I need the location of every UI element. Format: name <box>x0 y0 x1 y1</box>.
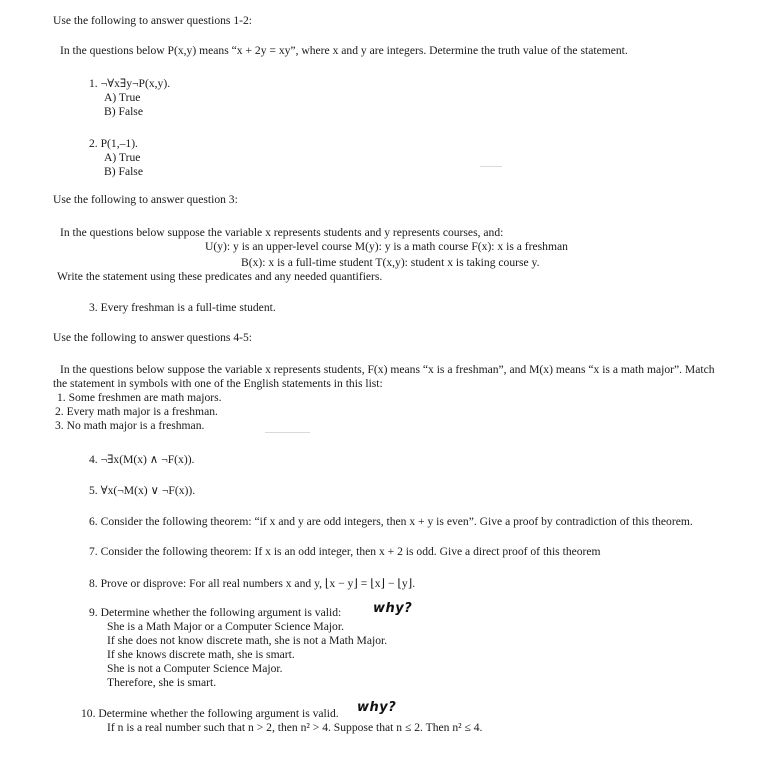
question-9: 9. Determine whether the following argument is valid: <box>89 606 342 619</box>
section-desc-1-2: In the questions below P(x,y) means “x + 2y = xy”, where x and y are integers. Determine the truth value of the statement. <box>60 44 628 57</box>
argument-line: If she knows discrete math, she is smart. <box>107 648 295 661</box>
question-7: 7. Consider the following theorem: If x is an odd integer, then x + 2 is odd. Give a direct proof of this theorem <box>89 545 601 558</box>
predicate-line-2: B(x): x is a full-time student T(x,y): student x is taking course y. <box>241 256 540 269</box>
question-6: 6. Consider the following theorem: “if x and y are odd integers, then x + y is even”. Give a proof by contradiction of this theorem. <box>89 515 693 528</box>
list-item: 1. Some freshmen are math majors. <box>57 391 222 404</box>
section-desc-4-5-line-1: In the questions below suppose the variable x represents students, F(x) means “x is a freshman”, and M(x) means “x is a math major”. Match <box>60 363 715 376</box>
question-2-option-b: B) False <box>104 165 143 178</box>
question-1-option-b: B) False <box>104 105 143 118</box>
scan-speck <box>265 432 310 433</box>
scan-speck <box>480 166 502 167</box>
question-10: 10. Determine whether the following argument is valid. <box>81 707 339 720</box>
argument-line: She is not a Computer Science Major. <box>107 662 283 675</box>
argument-line: Therefore, she is smart. <box>107 676 217 689</box>
section-intro-3: Use the following to answer question 3: <box>53 193 238 206</box>
section-intro-4-5: Use the following to answer questions 4-5: <box>53 331 252 344</box>
question-8: 8. Prove or disprove: For all real numbers x and y, ⌊x − y⌋ = ⌊x⌋ − ⌊y⌋. <box>89 577 416 590</box>
argument-line: If she does not know discrete math, she is not a Math Major. <box>107 634 388 647</box>
predicate-line-1: U(y): y is an upper-level course M(y): y is a math course F(x): x is a freshman <box>205 240 568 253</box>
section-desc-3: In the questions below suppose the variable x represents students and y represents courses, and: <box>60 226 504 239</box>
handwritten-note-q10: why? <box>357 700 397 715</box>
question-1-option-a: A) True <box>104 91 141 104</box>
section-intro-1-2: Use the following to answer questions 1-2: <box>53 14 252 27</box>
question-1: 1. ¬∀x∃y¬P(x,y). <box>89 77 171 90</box>
question-2-option-a: A) True <box>104 151 141 164</box>
handwritten-note-q9: why? <box>373 601 413 616</box>
argument-line: She is a Math Major or a Computer Science Major. <box>107 620 344 633</box>
question-5: 5. ∀x(¬M(x) ∨ ¬F(x)). <box>89 484 196 497</box>
question-2: 2. P(1,–1). <box>89 137 138 150</box>
question-3: 3. Every freshman is a full-time student. <box>89 301 276 314</box>
section-desc-4-5-line-2: the statement in symbols with one of the English statements in this list: <box>53 377 383 390</box>
question-4: 4. ¬∃x(M(x) ∧ ¬F(x)). <box>89 453 195 466</box>
argument-line: If n is a real number such that n > 2, then n² > 4. Suppose that n ≤ 2. Then n² ≤ 4. <box>107 721 483 734</box>
list-item: 2. Every math major is a freshman. <box>55 405 218 418</box>
list-item: 3. No math major is a freshman. <box>55 419 205 432</box>
section-instruction-3: Write the statement using these predicates and any needed quantifiers. <box>57 270 383 283</box>
